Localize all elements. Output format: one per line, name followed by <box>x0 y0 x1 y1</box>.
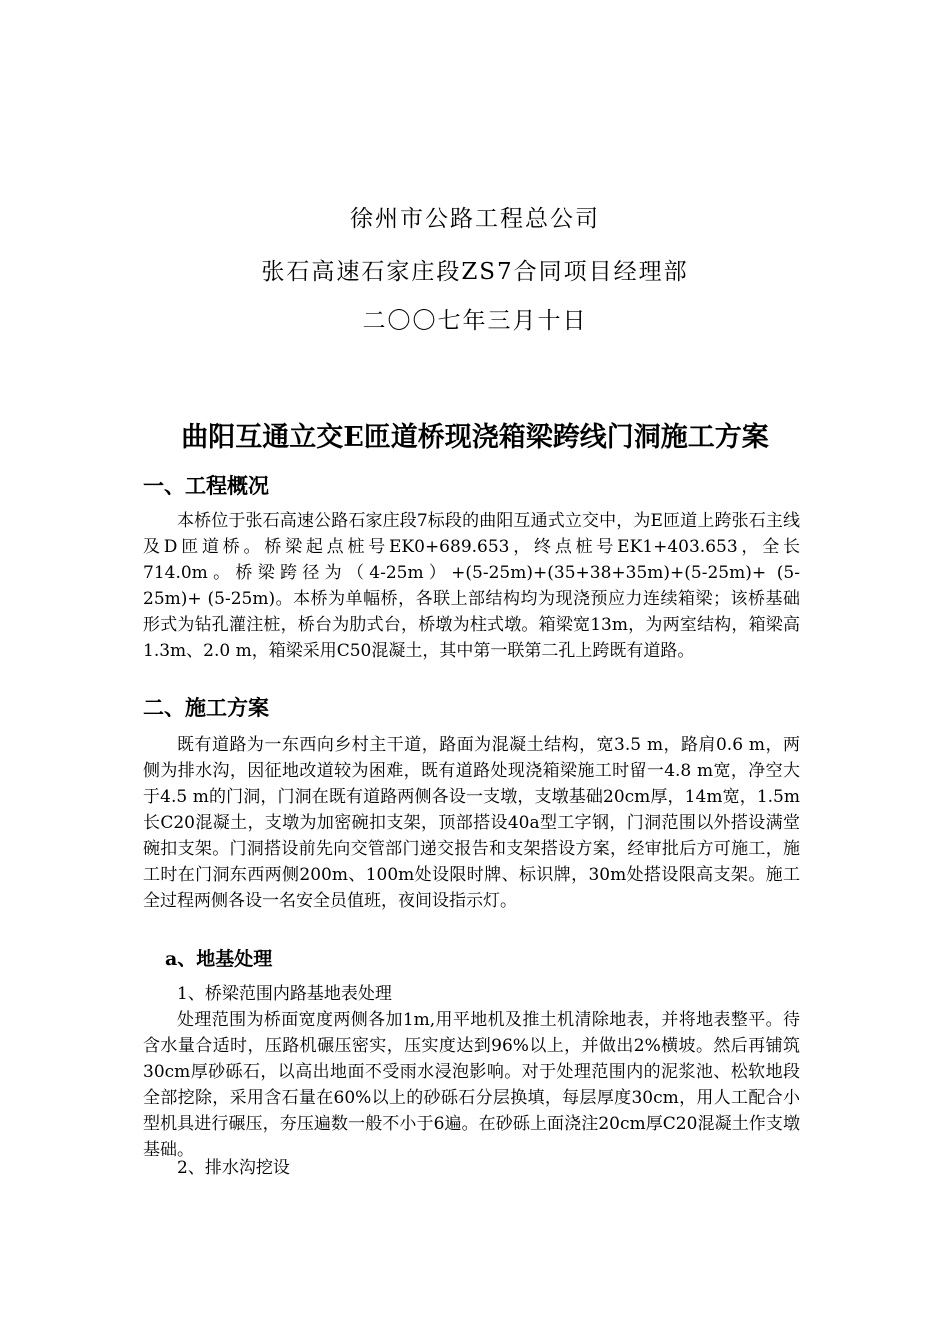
company-name: 徐州市公路工程总公司 <box>350 206 600 232</box>
section1-paragraph: 本桥位于张石高速公路石家庄段7标段的曲阳互通式立交中，为E匝道上跨张石主线及D匝道桥。桥梁起点桩号EK0+689.653，终点桩号EK1+403.653，全长714.0m。桥梁跨径为（4-25m）+(5-25m)+(35+38+35m)+(5-25m)+ (5-25m)+ (5-25m)。本桥为单幅桥，各联上部结构均为现浇预应力连续箱梁；该桥基础形式为钻孔灌注桩，桥台为肋式台，桥墩为柱式墩。箱梁宽13m，为两室结构，箱梁高1.3m、2.0 m，箱梁采用C50混凝土，其中第一联第二孔上跨既有道路。 <box>143 511 800 661</box>
section2-paragraph: 既有道路为一东西向乡村主干道，路面为混凝土结构，宽3.5 m，路肩0.6 m，两侧为排水沟，因征地改道较为困难，既有道路处现浇箱梁施工时留一4.8 m宽，净空大于4.5 m的门洞，门洞在既有道路两侧各设一支墩，支墩基础20cm厚，14m宽，1.5m长C20混凝土，支墩为加密碗扣支架，顶部搭设40a型工字钢，门洞范围以外搭设满堂碗扣支架。门洞搭设前先向交管部门递交报告和支架搭设方案，经审批后方可施工，施工时在门洞东西两侧200m、100m处设限时牌、标识牌，30m处搭设限高支架。施工全过程两侧各设一名安全员值班，夜间设指示灯。 <box>143 735 800 911</box>
subsection-a-heading: a、地基处理 <box>165 948 273 970</box>
document-date: 二〇〇七年三月十日 <box>362 308 588 334</box>
item2-title: 2、排水沟挖设 <box>177 1158 290 1178</box>
item1-paragraph: 处理范围为桥面宽度两侧各加1m,用平地机及推土机清除地表，并将地表整平。待含水量合适时，压路机碾压密实，压实度达到96%以上，并做出2%横坡。然后再铺筑30cm厚砂砾石，以高出地面不受雨水浸泡影响。对于处理范围内的泥浆池、松软地段全部挖除，采用含石量在60%以上的砂砾石分层换填，每层厚度30cm，用人工配合小型机具进行碾压，夯压遍数一般不小于6遍。在砂砾上面浇注20cm厚C20混凝土作支墩基础。 <box>143 1010 800 1160</box>
project-department: 张石高速石家庄段ZS7合同项目经理部 <box>261 259 689 285</box>
section1-heading: 一、工程概况 <box>143 473 269 498</box>
document-title: 曲阳互通立交E匝道桥现浇箱梁跨线门洞施工方案 <box>181 422 769 453</box>
section2-heading: 二、施工方案 <box>143 695 269 720</box>
item1-title: 1、桥梁范围内路基地表处理 <box>177 984 392 1004</box>
